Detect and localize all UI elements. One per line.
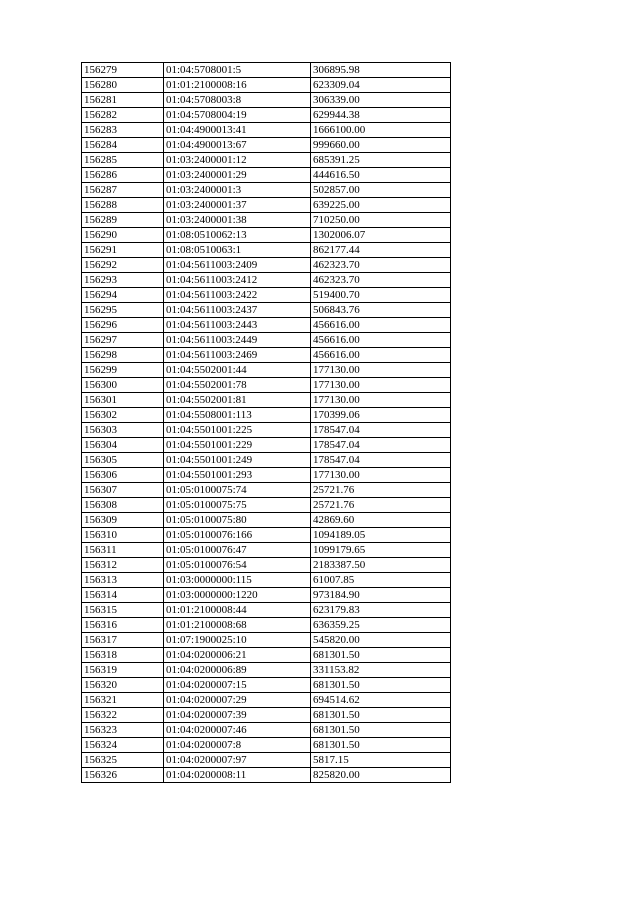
row-id-cell: 156302 (82, 408, 164, 423)
cadastral-number-cell: 01:03:2400001:37 (164, 198, 311, 213)
value-cell: 25721.76 (311, 498, 451, 513)
row-id-cell: 156304 (82, 438, 164, 453)
row-id-cell: 156325 (82, 753, 164, 768)
value-cell: 25721.76 (311, 483, 451, 498)
table-row (82, 423, 451, 438)
cadastral-number-cell: 01:04:0200007:46 (164, 723, 311, 738)
cadastral-number-cell: 01:05:0100075:80 (164, 513, 311, 528)
value-cell: 1666100.00 (311, 123, 451, 138)
table-row (82, 588, 451, 603)
row-id-cell: 156291 (82, 243, 164, 258)
cadastral-number-cell: 01:04:0200007:15 (164, 678, 311, 693)
row-id-cell: 156309 (82, 513, 164, 528)
table-row (82, 693, 451, 708)
row-id-cell: 156319 (82, 663, 164, 678)
cadastral-number-cell: 01:01:2100008:44 (164, 603, 311, 618)
cadastral-number-cell: 01:04:5611003:2409 (164, 258, 311, 273)
value-cell: 681301.50 (311, 738, 451, 753)
row-id-cell: 156324 (82, 738, 164, 753)
table-row (82, 528, 451, 543)
row-id-cell: 156281 (82, 93, 164, 108)
value-cell: 545820.00 (311, 633, 451, 648)
value-cell: 331153.82 (311, 663, 451, 678)
value-cell: 2183387.50 (311, 558, 451, 573)
value-cell: 862177.44 (311, 243, 451, 258)
value-cell: 1094189.05 (311, 528, 451, 543)
cadastral-number-cell: 01:04:5611003:2469 (164, 348, 311, 363)
value-cell: 456616.00 (311, 333, 451, 348)
table-row (82, 93, 451, 108)
table-row (82, 468, 451, 483)
row-id-cell: 156294 (82, 288, 164, 303)
cadastral-number-cell: 01:03:2400001:12 (164, 153, 311, 168)
value-cell: 685391.25 (311, 153, 451, 168)
table-row (82, 513, 451, 528)
cadastral-number-cell: 01:04:5708004:19 (164, 108, 311, 123)
row-id-cell: 156311 (82, 543, 164, 558)
row-id-cell: 156323 (82, 723, 164, 738)
table-row (82, 453, 451, 468)
value-cell: 456616.00 (311, 318, 451, 333)
row-id-cell: 156285 (82, 153, 164, 168)
table-row (82, 348, 451, 363)
row-id-cell: 156283 (82, 123, 164, 138)
row-id-cell: 156310 (82, 528, 164, 543)
cadastral-number-cell: 01:04:5708001:5 (164, 63, 311, 78)
value-cell: 178547.04 (311, 438, 451, 453)
cadastral-number-cell: 01:04:0200006:21 (164, 648, 311, 663)
cadastral-number-cell: 01:03:2400001:3 (164, 183, 311, 198)
table-row (82, 678, 451, 693)
table-row (82, 498, 451, 513)
cadastral-number-cell: 01:04:0200007:29 (164, 693, 311, 708)
table-row (82, 708, 451, 723)
value-cell: 973184.90 (311, 588, 451, 603)
value-cell: 170399.06 (311, 408, 451, 423)
table-row (82, 258, 451, 273)
cadastral-number-cell: 01:01:2100008:16 (164, 78, 311, 93)
row-id-cell: 156314 (82, 588, 164, 603)
cadastral-number-cell: 01:04:0200006:89 (164, 663, 311, 678)
table-row (82, 738, 451, 753)
value-cell: 710250.00 (311, 213, 451, 228)
row-id-cell: 156299 (82, 363, 164, 378)
table-row (82, 78, 451, 93)
table-row (82, 483, 451, 498)
cadastral-number-cell: 01:04:5611003:2443 (164, 318, 311, 333)
row-id-cell: 156282 (82, 108, 164, 123)
value-cell: 177130.00 (311, 378, 451, 393)
row-id-cell: 156316 (82, 618, 164, 633)
value-cell: 623309.04 (311, 78, 451, 93)
row-id-cell: 156286 (82, 168, 164, 183)
table-row (82, 648, 451, 663)
table-row (82, 228, 451, 243)
row-id-cell: 156301 (82, 393, 164, 408)
value-cell: 177130.00 (311, 363, 451, 378)
row-id-cell: 156292 (82, 258, 164, 273)
cadastral-number-cell: 01:08:0510063:1 (164, 243, 311, 258)
cadastral-number-cell: 01:05:0100075:75 (164, 498, 311, 513)
value-cell: 639225.00 (311, 198, 451, 213)
cadastral-number-cell: 01:04:5508001:113 (164, 408, 311, 423)
cadastral-number-cell: 01:04:5501001:293 (164, 468, 311, 483)
row-id-cell: 156280 (82, 78, 164, 93)
cadastral-number-cell: 01:04:5611003:2449 (164, 333, 311, 348)
cadastral-number-cell: 01:04:5611003:2437 (164, 303, 311, 318)
value-cell: 177130.00 (311, 393, 451, 408)
row-id-cell: 156300 (82, 378, 164, 393)
value-cell: 306895.98 (311, 63, 451, 78)
table-row (82, 213, 451, 228)
value-cell: 61007.85 (311, 573, 451, 588)
value-cell: 456616.00 (311, 348, 451, 363)
value-cell: 694514.62 (311, 693, 451, 708)
value-cell: 178547.04 (311, 453, 451, 468)
row-id-cell: 156298 (82, 348, 164, 363)
row-id-cell: 156295 (82, 303, 164, 318)
row-id-cell: 156303 (82, 423, 164, 438)
table-row (82, 363, 451, 378)
table-row (82, 618, 451, 633)
row-id-cell: 156289 (82, 213, 164, 228)
table-row (82, 573, 451, 588)
cadastral-number-cell: 01:05:0100076:47 (164, 543, 311, 558)
value-cell: 178547.04 (311, 423, 451, 438)
cadastral-number-cell: 01:04:5611003:2422 (164, 288, 311, 303)
table-row (82, 123, 451, 138)
table-row (82, 108, 451, 123)
row-id-cell: 156284 (82, 138, 164, 153)
table-row (82, 543, 451, 558)
cadastral-number-cell: 01:04:4900013:41 (164, 123, 311, 138)
value-cell: 1099179.65 (311, 543, 451, 558)
value-cell: 623179.83 (311, 603, 451, 618)
row-id-cell: 156287 (82, 183, 164, 198)
value-cell: 177130.00 (311, 468, 451, 483)
table-row (82, 138, 451, 153)
value-cell: 636359.25 (311, 618, 451, 633)
table-row (82, 768, 451, 783)
value-cell: 681301.50 (311, 708, 451, 723)
value-cell: 444616.50 (311, 168, 451, 183)
cadastral-number-cell: 01:03:2400001:29 (164, 168, 311, 183)
table-row (82, 438, 451, 453)
row-id-cell: 156317 (82, 633, 164, 648)
cadastral-number-cell: 01:04:0200007:39 (164, 708, 311, 723)
row-id-cell: 156312 (82, 558, 164, 573)
value-cell: 825820.00 (311, 768, 451, 783)
row-id-cell: 156313 (82, 573, 164, 588)
value-cell: 519400.70 (311, 288, 451, 303)
cadastral-number-cell: 01:04:5501001:229 (164, 438, 311, 453)
table-row (82, 408, 451, 423)
cadastral-number-cell: 01:04:0200008:11 (164, 768, 311, 783)
table-row (82, 243, 451, 258)
value-cell: 681301.50 (311, 678, 451, 693)
table-row (82, 558, 451, 573)
row-id-cell: 156306 (82, 468, 164, 483)
cadastral-number-cell: 01:04:0200007:8 (164, 738, 311, 753)
value-cell: 462323.70 (311, 258, 451, 273)
row-id-cell: 156320 (82, 678, 164, 693)
cadastral-number-cell: 01:04:5502001:81 (164, 393, 311, 408)
cadastral-number-cell: 01:03:0000000:1220 (164, 588, 311, 603)
cadastral-number-cell: 01:04:5708003:8 (164, 93, 311, 108)
cadastral-number-cell: 01:04:5611003:2412 (164, 273, 311, 288)
cadastral-number-cell: 01:04:5501001:249 (164, 453, 311, 468)
row-id-cell: 156293 (82, 273, 164, 288)
table-row (82, 168, 451, 183)
cadastral-number-cell: 01:04:5502001:44 (164, 363, 311, 378)
table-body (82, 63, 451, 783)
cadastral-number-cell: 01:04:5502001:78 (164, 378, 311, 393)
table-row (82, 633, 451, 648)
table-row (82, 333, 451, 348)
table-row (82, 63, 451, 78)
value-cell: 502857.00 (311, 183, 451, 198)
table-row (82, 273, 451, 288)
row-id-cell: 156297 (82, 333, 164, 348)
value-cell: 462323.70 (311, 273, 451, 288)
value-cell: 506843.76 (311, 303, 451, 318)
row-id-cell: 156308 (82, 498, 164, 513)
table-row (82, 378, 451, 393)
value-cell: 999660.00 (311, 138, 451, 153)
cadastral-number-cell: 01:05:0100076:166 (164, 528, 311, 543)
cadastral-number-cell: 01:04:5501001:225 (164, 423, 311, 438)
row-id-cell: 156326 (82, 768, 164, 783)
value-cell: 306339.00 (311, 93, 451, 108)
cadastral-number-cell: 01:03:2400001:38 (164, 213, 311, 228)
table-row (82, 183, 451, 198)
row-id-cell: 156322 (82, 708, 164, 723)
cadastral-number-cell: 01:07:1900025:10 (164, 633, 311, 648)
row-id-cell: 156305 (82, 453, 164, 468)
cadastral-number-cell: 01:01:2100008:68 (164, 618, 311, 633)
table-row (82, 663, 451, 678)
cadastral-number-cell: 01:04:4900013:67 (164, 138, 311, 153)
table-row (82, 198, 451, 213)
table-row (82, 753, 451, 768)
table-row (82, 153, 451, 168)
value-cell: 681301.50 (311, 648, 451, 663)
value-cell: 629944.38 (311, 108, 451, 123)
table-row (82, 303, 451, 318)
table-row (82, 723, 451, 738)
row-id-cell: 156279 (82, 63, 164, 78)
value-cell: 681301.50 (311, 723, 451, 738)
value-cell: 1302006.07 (311, 228, 451, 243)
data-table (81, 62, 451, 783)
table-row (82, 603, 451, 618)
value-cell: 5817.15 (311, 753, 451, 768)
cadastral-number-cell: 01:04:0200007:97 (164, 753, 311, 768)
cadastral-number-cell: 01:03:0000000:115 (164, 573, 311, 588)
row-id-cell: 156307 (82, 483, 164, 498)
row-id-cell: 156318 (82, 648, 164, 663)
table-row (82, 393, 451, 408)
row-id-cell: 156296 (82, 318, 164, 333)
row-id-cell: 156288 (82, 198, 164, 213)
table-row (82, 318, 451, 333)
cadastral-number-cell: 01:08:0510062:13 (164, 228, 311, 243)
cadastral-number-cell: 01:05:0100076:54 (164, 558, 311, 573)
row-id-cell: 156321 (82, 693, 164, 708)
row-id-cell: 156315 (82, 603, 164, 618)
row-id-cell: 156290 (82, 228, 164, 243)
cadastral-number-cell: 01:05:0100075:74 (164, 483, 311, 498)
table-row (82, 288, 451, 303)
value-cell: 42869.60 (311, 513, 451, 528)
